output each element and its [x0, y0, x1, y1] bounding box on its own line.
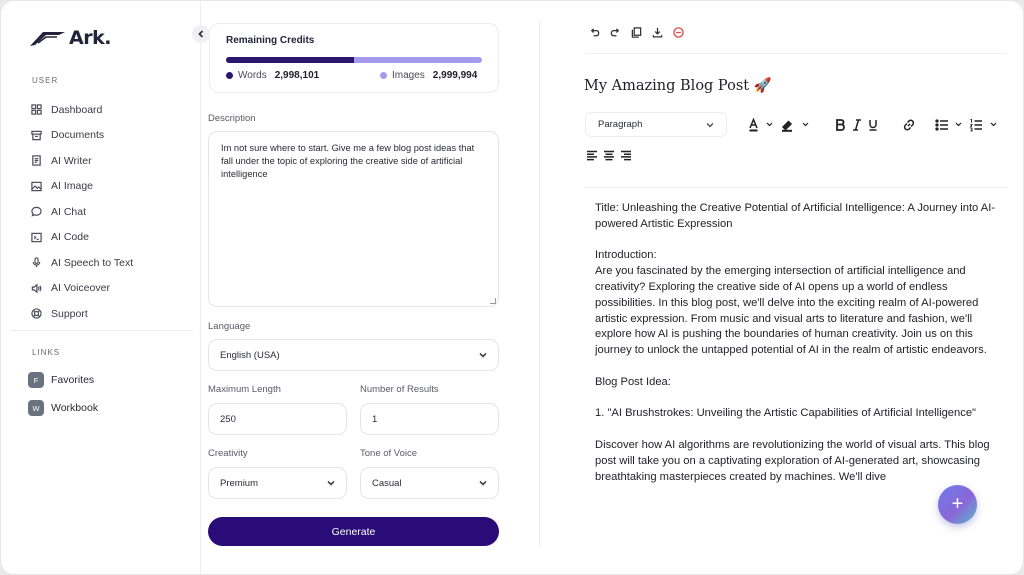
words-credit-stat [226, 70, 319, 81]
plus-icon: + [951, 493, 964, 515]
words-label: Words [238, 70, 267, 81]
sidebar-item-ai-writer[interactable] [31, 148, 191, 174]
panel-divider [539, 21, 540, 546]
sidebar-item-label: AI Code [51, 231, 89, 244]
delete-button[interactable] [672, 25, 685, 39]
speaker-icon [31, 283, 42, 294]
sidebar-divider [11, 330, 193, 331]
link-item-favorites[interactable] [28, 372, 94, 388]
editor-paragraph: Title: Unleashing the Creative Potential of Artificial Intelligence: A Journey into AI-powered Artistic Expression [595, 202, 996, 230]
remaining-credits-card [209, 23, 499, 93]
chat-icon [31, 206, 42, 217]
sidebar-item-label: Dashboard [51, 103, 103, 116]
numbered-list-button[interactable] [969, 117, 1001, 133]
user-section-label: USER [32, 76, 59, 85]
editor-paragraph: 1. "AI Brushstrokes: Unveiling the Artistic Capabilities of Artificial Intelligence" [595, 407, 977, 420]
italic-icon [852, 119, 862, 131]
tone-of-voice-value: Casual [372, 477, 402, 489]
underline-button[interactable] [867, 117, 879, 133]
workbook-badge: W [28, 400, 44, 416]
sidebar-item-label: AI Writer [51, 154, 92, 167]
delete-icon [673, 27, 684, 38]
copy-button[interactable] [630, 25, 643, 39]
align-center-icon [603, 150, 615, 161]
editor-paragraph: Discover how AI algorithms are revolutionizing the world of visual arts. This blog post will take you on a captivating exploration of AI-generated art, showcasing breathtaking masterpieces created by machines. We'll dive [595, 438, 990, 483]
code-icon [31, 232, 42, 243]
writer-icon [31, 155, 42, 166]
editor-top-toolbar [588, 25, 685, 39]
chevron-down-icon [327, 479, 335, 487]
words-credits-fill [226, 57, 354, 63]
sidebar-item-label: AI Chat [51, 205, 87, 218]
language-select[interactable] [208, 339, 499, 371]
undo-button[interactable] [588, 25, 601, 39]
max-length-label: Maximum Length [208, 384, 281, 395]
bold-button[interactable] [833, 117, 847, 133]
sidebar-item-ai-image[interactable] [31, 174, 191, 200]
images-legend-dot [380, 72, 387, 79]
sidebar-item-support[interactable] [31, 301, 191, 327]
dashboard-icon [31, 104, 42, 115]
ark-logo-icon [29, 29, 67, 47]
document-title[interactable]: My Amazing Blog Post 🚀 [584, 78, 772, 94]
redo-button[interactable] [609, 25, 622, 39]
sidebar-item-label: AI Voiceover [51, 282, 110, 295]
link-label: Favorites [51, 374, 95, 386]
bullet-list-button[interactable] [935, 117, 965, 133]
bold-icon [835, 119, 845, 131]
sidebar-item-label: Support [51, 307, 88, 320]
chevron-down-icon [706, 121, 714, 129]
editor-paragraph: Introduction: [595, 249, 657, 262]
add-fab-button[interactable] [938, 485, 977, 524]
sidebar-item-ai-speech-to-text[interactable] [31, 250, 191, 276]
description-textarea[interactable] [208, 131, 499, 307]
highlight-color-button[interactable] [779, 117, 811, 133]
highlighter-icon [780, 118, 810, 132]
editor-top-divider [586, 53, 1006, 54]
creativity-select[interactable] [208, 467, 347, 499]
numbered-list-icon [969, 118, 1001, 132]
number-of-results-value: 1 [372, 413, 378, 425]
images-label: Images [392, 70, 425, 81]
brand-logo[interactable] [29, 27, 111, 49]
language-label: Language [208, 321, 251, 332]
sidebar-item-ai-chat[interactable] [31, 199, 191, 225]
tone-of-voice-select[interactable] [360, 467, 499, 499]
sidebar-item-label: AI Speech to Text [51, 256, 134, 269]
generate-button[interactable]: Generate [208, 517, 499, 546]
brand-name: Ark. [69, 27, 111, 49]
align-left-button[interactable] [585, 148, 599, 162]
documents-icon [31, 130, 42, 141]
creativity-label: Creativity [208, 448, 248, 459]
max-length-input[interactable] [208, 403, 347, 435]
link-item-workbook[interactable] [28, 400, 98, 416]
words-legend-dot [226, 72, 233, 79]
link-button[interactable] [901, 117, 917, 133]
sidebar-item-ai-voiceover[interactable] [31, 276, 191, 302]
images-credit-stat [380, 70, 477, 81]
undo-icon [589, 27, 600, 38]
align-left-icon [586, 150, 598, 161]
redo-icon [610, 27, 621, 38]
words-value: 2,998,101 [274, 70, 320, 81]
link-label: Workbook [51, 402, 99, 414]
bullet-list-icon [935, 118, 965, 132]
editor-toolbar-divider [586, 187, 1006, 188]
description-label: Description [208, 113, 256, 124]
credits-title: Remaining Credits [226, 35, 315, 46]
chevron-down-icon [479, 479, 487, 487]
align-right-button[interactable] [619, 148, 633, 162]
editor-paragraph: Are you fascinated by the emerging intersection of artificial intelligence and creativity? Exploring the creative side of AI opens up a world of endless possibilities. In this blog post, we'll delve into the exciting realm of AI-powered artistic expression. From music and visual arts to literature and fashion, we'll explore how AI is pushing the boundaries of human creativity. Join us on this journey to unlock the untapped potential of AI in the realm of artistic endeavors. [595, 265, 987, 357]
block-type-select[interactable] [585, 112, 727, 137]
sidebar-item-documents[interactable] [31, 123, 191, 149]
microphone-icon [31, 257, 42, 268]
text-color-icon [748, 118, 774, 132]
align-center-button[interactable] [602, 148, 616, 162]
text-color-button[interactable] [746, 117, 776, 133]
credits-progress-bar [226, 57, 482, 63]
sidebar-item-ai-code[interactable] [31, 225, 191, 251]
download-button[interactable] [651, 25, 664, 39]
italic-button[interactable] [851, 117, 863, 133]
creativity-value: Premium [220, 477, 259, 489]
favorites-badge: F [28, 372, 44, 388]
images-value: 2,999,994 [432, 70, 478, 81]
block-type-value: Paragraph [598, 119, 643, 130]
collapse-sidebar-button[interactable] [192, 25, 210, 43]
sidebar-nav [31, 97, 191, 327]
sidebar-item-dashboard[interactable] [31, 97, 191, 123]
sidebar [1, 1, 201, 575]
chevron-left-icon [197, 30, 205, 38]
link-icon [902, 118, 916, 132]
max-length-value: 250 [220, 413, 236, 425]
sidebar-item-label: Documents [51, 129, 105, 142]
number-of-results-label: Number of Results [360, 384, 439, 395]
editor-paragraph: Blog Post Idea: [595, 375, 671, 388]
underline-icon [868, 119, 878, 131]
chevron-down-icon [479, 351, 487, 359]
download-icon [652, 27, 663, 38]
align-right-icon [620, 150, 632, 161]
copy-icon [631, 27, 642, 38]
sidebar-item-label: AI Image [51, 180, 94, 193]
resize-handle-icon[interactable] [490, 298, 496, 304]
image-icon [31, 181, 42, 192]
language-value: English (USA) [220, 349, 280, 361]
number-of-results-input[interactable] [360, 403, 499, 435]
editor-content[interactable] [595, 201, 997, 493]
description-text: Im not sure where to start. Give me a few blog post ideas that fall under the topic of exploring the creative side of artificial intelligence [221, 143, 475, 179]
lifebuoy-icon [31, 308, 42, 319]
links-section-label: LINKS [32, 348, 61, 357]
tone-of-voice-label: Tone of Voice [360, 448, 418, 459]
